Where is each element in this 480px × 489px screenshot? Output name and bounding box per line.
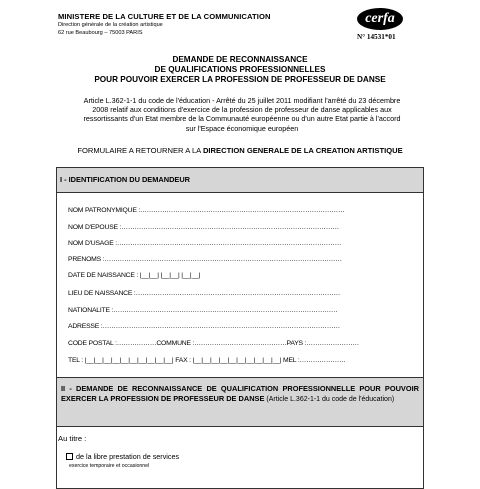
return-prefix: FORMULAIRE A RETOURNER A LA: [77, 146, 203, 155]
cerfa-number: N° 14531*01: [357, 33, 396, 41]
direction-name: Direction générale de la création artistique: [58, 22, 163, 28]
nom-usage-field[interactable]: NOM D'USAGE :…………………………………………………………………………………………: [68, 240, 342, 247]
option-libre-prestation[interactable]: [66, 452, 179, 461]
date-naissance-field[interactable]: DATE DE NAISSANCE : |__|__| |__|__| |__|__|: [68, 272, 201, 279]
nom-epouse-field[interactable]: NOM D'EPOUSE :………………………………………………………………………………………: [68, 224, 339, 231]
legal-line-4: sur l'Espace économique européen: [185, 123, 299, 133]
prenoms-field[interactable]: PRENOMS :………………………………………………………………………………………………: [68, 256, 342, 263]
section-1-title: I - IDENTIFICATION DU DEMANDEUR: [57, 168, 423, 193]
option-libre-prestation-sublabel: exercice temporaire et occasionnel: [69, 463, 150, 469]
title-line-3: POUR POUVOIR EXERCER LA PROFESSION DE PROFESSEUR DE DANSE: [94, 75, 386, 84]
legal-line-2: 2008 relatif aux conditions d'exercice de la profession de professeur de danse applicables aux: [92, 105, 392, 115]
section-2-title-main: II - DEMANDE DE RECONNAISSANCE DE QUALIFICATION PROFESSIONNELLE POUR POUVOIR EXERCER LA PROFESSION DE PROFESSEUR DE DANSE: [61, 384, 419, 403]
legal-reference: [62, 96, 422, 133]
section-2-title-suffix: (Article L.362-1-1 du code de l'éducation): [264, 396, 395, 403]
title-line-1: DEMANDE DE RECONNAISSANCE: [172, 55, 308, 64]
code-postal-commune-pays-row[interactable]: CODE POSTAL :………………COMMUNE :……………………………………PAYS :……………………: [68, 340, 360, 347]
ministry-address-block: [58, 22, 163, 37]
nom-patronymique-field[interactable]: NOM PATRONYMIQUE :…………………………………………………………………………………: [68, 207, 345, 214]
section-demande: [56, 377, 424, 489]
section-2-title: [57, 378, 423, 427]
return-instruction: [0, 146, 480, 155]
adresse-field[interactable]: ADRESSE :………………………………………………………………………………………………: [68, 323, 340, 330]
cerfa-logo: cerfa: [357, 8, 403, 30]
address: 62 rue Beaubourg – 75003 PARIS: [58, 29, 143, 36]
option-libre-prestation-label: de la libre prestation de services: [76, 452, 180, 461]
lieu-naissance-field[interactable]: LIEU DE NAISSANCE :…………………………………………………………………………………: [68, 290, 341, 297]
tel-fax-mel-row[interactable]: TEL : |__|__|__|__|__|__|__|__|__|__| FAX : |__|__|__|__|__|__|__|__|__|__| MEL :…………………: [68, 357, 346, 364]
checkbox-libre-prestation[interactable]: [66, 453, 73, 460]
au-titre-label: Au titre :: [58, 434, 87, 443]
form-title: [0, 55, 480, 85]
title-line-2: DE QUALIFICATIONS PROFESSIONNELLES: [154, 65, 326, 74]
legal-line-1: Article L.362-1-1 du code de l'éducation - Arrêté du 25 juillet 2011 modifiant l'arrêté du 23 décembre: [83, 96, 401, 105]
ministry-name: MINISTERE DE LA CULTURE ET DE LA COMMUNICATION: [58, 12, 271, 21]
return-target: DIRECTION GENERALE DE LA CREATION ARTISTIQUE: [202, 146, 403, 155]
legal-line-3: ressortissants d'un Etat membre de la Communauté européenne ou d'un autre Etat partie à l'accord: [83, 114, 401, 124]
nationalite-field[interactable]: NATIONALITE :…………………………………………………………………………………………: [68, 307, 338, 314]
